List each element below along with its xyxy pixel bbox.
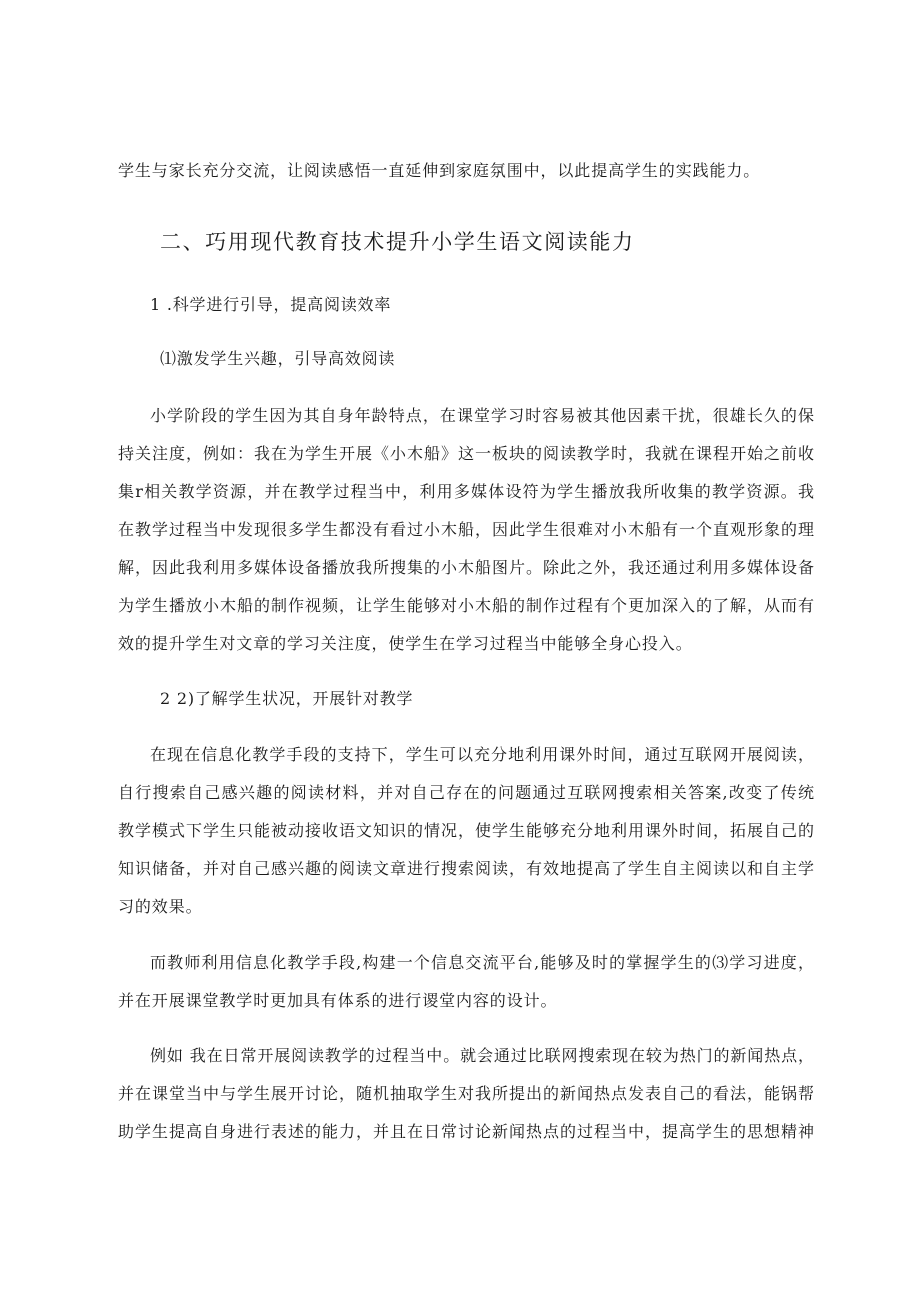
paragraph-line: 解，因此我利用多媒体设备播放我所搜集的小木船图片。除此之外，我还通过利用多媒体设备 <box>118 558 814 577</box>
paragraph-line: 助学生提高自身进行表述的能力，并且在日常讨论新闻热点的过程当中，提高学生的思想精神 <box>118 1122 814 1141</box>
paragraph-line: 自行搜索自己感兴趣的阅读材料，并对自己存在的问题通过互联网搜索相关答案,改变了传统 <box>118 783 814 802</box>
paragraph-line: 知识储备，并对自己感兴趣的阅读文章进行搜索阅读，有效地提高了学生自主阅读以和自主学 <box>118 859 814 878</box>
paragraph-line: 而教师利用信息化教学手段,构建一个信息交流平台,能够及时的掌握学生的⑶学习进度， <box>150 953 814 972</box>
item-heading-1: ⑴激发学生兴趣，引导高效阅读 <box>160 349 396 368</box>
paragraph-line: 并在开展课堂教学时更加具有体系的进行谡堂内容的设计。 <box>118 991 558 1010</box>
paragraph-line: 效的提升学生对文章的学习关注度，使学生在学习过程当中能够全身心投入。 <box>118 634 693 653</box>
paragraph-line: 为学生播放小木船的制作视频，让学生能够对小木船的制作过程有个更加深入的了解，从而有 <box>118 596 814 615</box>
paragraph-line: 习的效果。 <box>118 897 203 916</box>
section-heading: 二、巧用现代教育技术提升小学生语文阅读能力 <box>160 230 635 254</box>
paragraph-line: 例如 我在日常开展阅读教学的过程当中。就会通过比联网搜索现在较为热门的新闻热点， <box>150 1046 814 1065</box>
paragraph-line: 小学阶段的学生因为其自身年龄特点，在课堂学习时容易被其他因素干扰，很雄长久的保 <box>150 406 814 425</box>
subsection-heading: 1 .科学进行引导，提高阅读效率 <box>150 295 392 314</box>
paragraph-line: 在现在信息化教学手段的支持下，学生可以充分地利用课外时间，通过互联网开展阅读， <box>150 745 814 764</box>
item-heading-2: 2 2)了解学生状况，开展针对教学 <box>160 689 414 708</box>
paragraph-line: 教学模式下学生只能被动接收语文知识的情况，使学生能够充分地利用课外时间，拓展自己的 <box>118 821 814 840</box>
paragraph-line: 持关注度，例如：我在为学生开展《小木船》这一板块的阅读教学时，我就在课程开始之前收 <box>118 444 814 463</box>
paragraph-line: 在教学过程当中发现很多学生都没有看过小木船，因此学生很难对小木船有一个直观形象的理 <box>118 520 814 539</box>
intro-line: 学生与家长充分交流，让阅读感悟一直延伸到家庭氛围中，以此提高学生的实践能力。 <box>118 161 761 180</box>
paragraph-line: 并在课堂当中与学生展开讨论，随机抽取学生对我所提出的新闻热点发表自己的看法，能锅帮 <box>118 1084 814 1103</box>
paragraph-line: 集r相关教学资源，并在教学过程当中，利用多媒体设符为学生播放我所收集的教学资源。我 <box>118 482 814 501</box>
